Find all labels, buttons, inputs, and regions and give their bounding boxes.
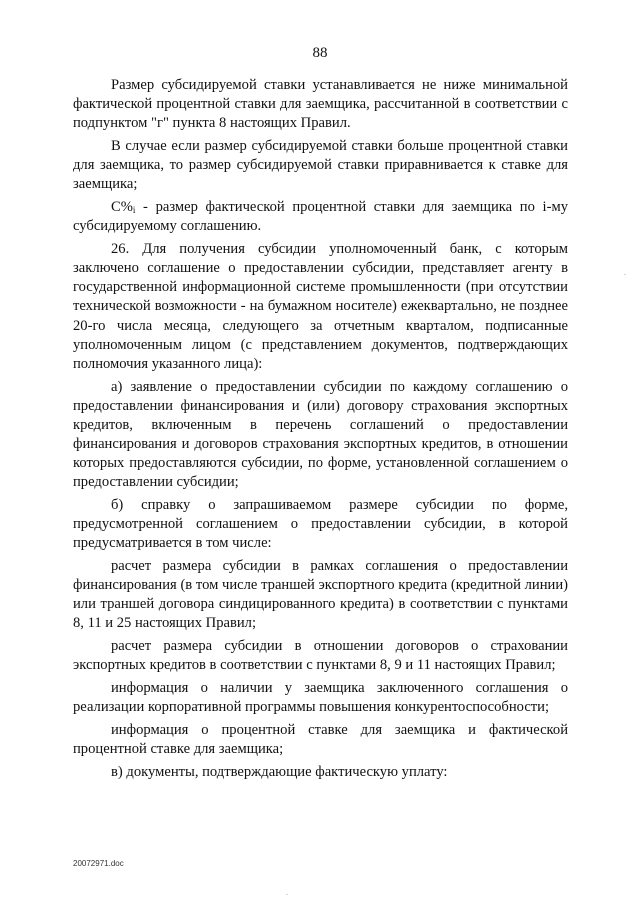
scan-edge-mark: . [624,268,626,277]
rate-definition-text: - размер фактической процентной ставки для заемщика по i-му субсидируемому соглашению. [73,199,568,235]
paragraph-item-b: б) справку о запрашиваемом размере субсидии по форме, предусмотренной соглашением о предоставлении субсидии, в которой предусматривается в том числе: [73,496,568,552]
footer-file-name: 20072971.doc [73,859,124,868]
paragraph-interest-rate-info: информация о процентной ставке для заемщика и фактической процентной ставке для заемщика; [73,722,568,758]
paragraph-clause-26: 26. Для получения субсидии уполномоченный банк, с которым заключено соглашение о предоставлении субсидии, представляет агенту в государственной информационной системе промышленности (при отсутствии технической возможности - на бумажном носителе) ежеквартально, не позднее 20-го числа месяца, следующего за отчетным кварталом, подписанные уполномоченным лицом (с представлением документов, подтверждающих полномочия указанного лица): [73,241,568,372]
paragraph-rate-definition [73,198,568,236]
rate-symbol: С% [111,199,133,216]
scan-bottom-mark: . [286,888,288,897]
page-number: 88 [312,45,328,61]
paragraph-insurance-calculation: расчет размера субсидии в отношении договоров о страховании экспортных кредитов в соответствии с пунктами 8, 9 и 11 настоящих Правил; [73,638,568,674]
paragraph-item-v: в) документы, подтверждающие фактическую уплату: [111,764,448,781]
paragraph-competitiveness-program: информация о наличии у заемщика заключенного соглашения о реализации корпоративной программы повышения конкурентоспособности; [73,680,568,716]
document-body [73,76,568,786]
rate-symbol-subscript: i [132,205,136,216]
paragraph-rate-equalization: В случае если размер субсидируемой ставки больше процентной ставки для заемщика, то размер субсидируемой ставки приравнивается к ставке для заемщика; [73,138,568,193]
paragraph-financing-calculation: расчет размера субсидии в рамках соглашения о предоставлении финансирования (в том числе траншей экспортного кредита (кредитной линии) или траншей договора синдицированного кредита) в соответствии с пунктами 8, 11 и 25 настоящих Правил; [73,558,568,632]
paragraph-item-a: а) заявление о предоставлении субсидии по каждому соглашению о предоставлении финансирования и (или) договору страхования экспортных кредитов, включенным в перечень соглашений о предоставлении финансирования и договоров страхования экспортных кредитов, в отношении которых предоставляются субсидии, по форме, установленной соглашением о предоставлении субсидии; [73,378,568,491]
paragraph-subsidized-rate-minimum: Размер субсидируемой ставки устанавливается не ниже минимальной фактической процентной ставки для заемщика, рассчитанной в соответствии с подпунктом "г" пункта 8 настоящих Правил. [73,77,568,132]
